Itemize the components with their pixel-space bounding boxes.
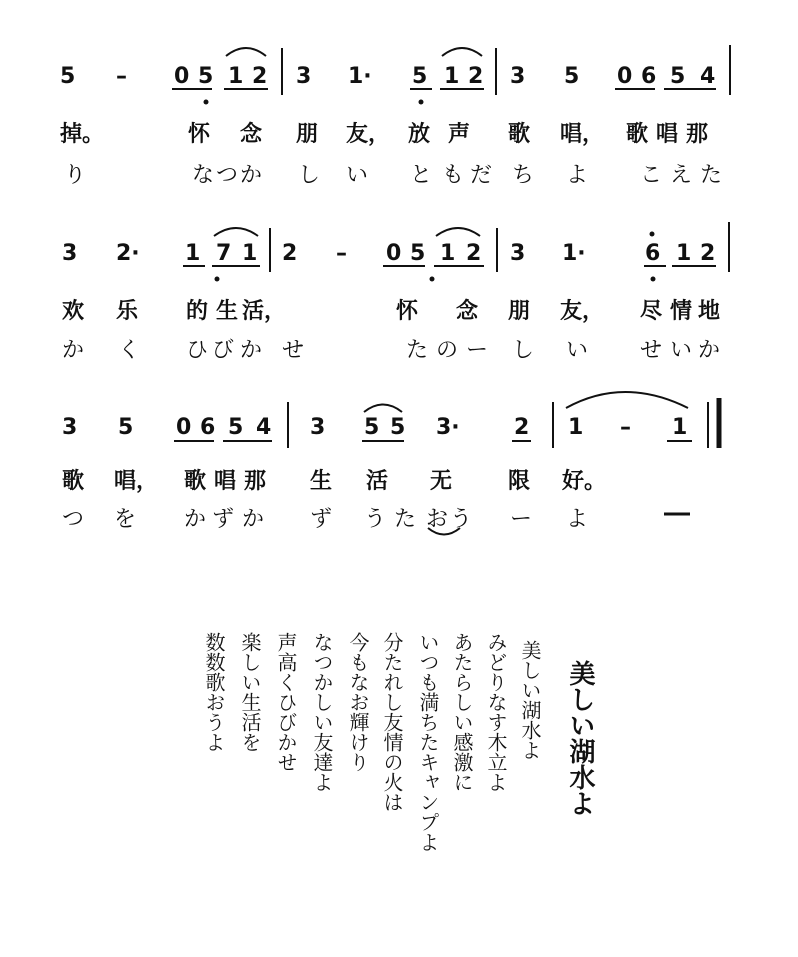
note: 5 <box>60 64 76 89</box>
note: 1· <box>348 64 372 89</box>
note: – <box>336 241 347 266</box>
lyric: 念 <box>240 122 263 147</box>
lyric: い <box>670 338 693 363</box>
note: 0 <box>176 415 192 440</box>
poem-line: なつかしい友達よ <box>310 632 334 792</box>
note: 1 <box>242 241 258 266</box>
poem-line: あたらしい感激に <box>450 632 474 792</box>
lyric: 的 <box>186 299 209 324</box>
lyric: 乐 <box>116 299 139 324</box>
lyric: つ <box>62 507 85 532</box>
poem-line: 分たれし友情の火は <box>380 632 404 812</box>
lyric: な <box>192 163 215 188</box>
lyric: し <box>298 163 321 188</box>
lyric: よ <box>566 163 589 188</box>
lyric: 声 <box>448 122 471 147</box>
lyric: ー <box>510 507 533 532</box>
lyric: せ <box>282 338 305 363</box>
poem-line: 声高くひびかせ <box>274 632 298 772</box>
lyric: り <box>64 163 87 188</box>
note: 1 <box>185 241 201 266</box>
poem-line: 美しい湖水よ <box>518 640 542 760</box>
lyric: ち <box>512 163 535 188</box>
lyric: い <box>346 163 369 188</box>
note: 1 <box>228 64 244 89</box>
lyric: か <box>240 338 263 363</box>
lyric: 放 <box>408 122 431 147</box>
lyric: せ <box>640 338 663 363</box>
note: 5 <box>364 415 380 440</box>
lyric: 活， <box>242 299 287 324</box>
note: 3 <box>296 64 312 89</box>
note: 2 <box>468 64 484 89</box>
note: 2 <box>700 241 716 266</box>
lyric: と <box>410 163 433 188</box>
note: 3· <box>436 415 460 440</box>
lyric: 生 <box>216 299 239 324</box>
lyric: 活 <box>366 469 389 494</box>
lyric: ず <box>310 507 333 532</box>
lyric: い <box>566 338 589 363</box>
note: 3 <box>510 241 526 266</box>
note: 2 <box>466 241 482 266</box>
lyric: た <box>406 338 429 363</box>
note: 4 <box>256 415 272 440</box>
note: – <box>116 64 127 89</box>
lyric: 歌 <box>626 122 649 147</box>
note: 6 <box>641 64 657 89</box>
note: 1· <box>562 241 586 266</box>
note: 5 <box>412 64 428 89</box>
note: 1 <box>440 241 456 266</box>
note: 3 <box>510 64 526 89</box>
lyric: 友， <box>346 122 391 147</box>
lyric: え <box>670 163 693 188</box>
note: 1 <box>444 64 460 89</box>
poem-line: いつも満ちたキャンプよ <box>416 632 440 852</box>
lyric: 怀 <box>188 122 211 147</box>
note: 5 <box>390 415 406 440</box>
lyric: よ <box>566 507 589 532</box>
lyric: こ <box>640 163 663 188</box>
lyric: 那 <box>244 469 267 494</box>
lyric: し <box>512 338 535 363</box>
lyric: 友， <box>560 299 605 324</box>
lyric: ず <box>212 507 235 532</box>
note: 6 <box>645 241 661 266</box>
lyric: 歌 <box>508 122 531 147</box>
lyric: 那 <box>686 122 709 147</box>
note: 1 <box>568 415 584 440</box>
lyric: も <box>442 163 465 188</box>
lyric: 限 <box>508 469 531 494</box>
note: 2· <box>116 241 140 266</box>
lyric: 歌 <box>62 469 85 494</box>
lyric: を <box>114 507 137 532</box>
lyric: ひ <box>186 338 209 363</box>
lyric: か <box>698 338 721 363</box>
note: 7 <box>216 241 232 266</box>
note: 1 <box>676 241 692 266</box>
poem-line: 今もなお輝けり <box>346 632 370 772</box>
note: 3 <box>62 415 78 440</box>
lyric: だ <box>470 163 493 188</box>
lyric: 掉。 <box>60 122 105 147</box>
lyric: か <box>62 338 85 363</box>
lyric: く <box>118 338 141 363</box>
lyric: 念 <box>456 299 479 324</box>
poem-title: 美しい湖水よ <box>565 660 595 816</box>
lyric: 情 <box>670 299 693 324</box>
lyric: か <box>184 507 207 532</box>
lyric: 好。 <box>562 469 607 494</box>
lyric: び <box>212 338 235 363</box>
lyric: お <box>426 507 449 532</box>
lyric: 欢 <box>62 299 85 324</box>
note: – <box>620 415 631 440</box>
note: 2 <box>514 415 530 440</box>
lyric: 生 <box>310 469 333 494</box>
lyric: 唱 <box>656 122 679 147</box>
note: 0 <box>174 64 190 89</box>
note: 2 <box>282 241 298 266</box>
note: 5 <box>564 64 580 89</box>
lyric: 唱 <box>214 469 237 494</box>
lyric: た <box>700 163 723 188</box>
note: 5 <box>410 241 426 266</box>
lyric: か <box>242 507 265 532</box>
note: 6 <box>200 415 216 440</box>
lyric: 怀 <box>396 299 419 324</box>
note: 5 <box>198 64 214 89</box>
lyric: か <box>240 163 263 188</box>
note: 0 <box>386 241 402 266</box>
lyric: 尽 <box>640 299 663 324</box>
note: 5 <box>118 415 134 440</box>
lyric: 地 <box>698 299 721 324</box>
lyric: 朋 <box>508 299 531 324</box>
lyric: う <box>364 507 387 532</box>
poem-line: みどりなす木立よ <box>484 632 508 792</box>
lyric: 歌 <box>184 469 207 494</box>
note: 2 <box>252 64 268 89</box>
note: 4 <box>700 64 716 89</box>
lyric: う <box>450 507 473 532</box>
note: 3 <box>310 415 326 440</box>
lyric: 无 <box>430 469 453 494</box>
lyric: 唱， <box>560 122 605 147</box>
note: 5 <box>228 415 244 440</box>
lyric: 唱， <box>114 469 159 494</box>
note: 5 <box>670 64 686 89</box>
lyric: ー <box>466 338 489 363</box>
lyric: の <box>436 338 459 363</box>
lyric: た <box>394 507 417 532</box>
note: 0 <box>617 64 633 89</box>
note: 1 <box>672 415 688 440</box>
note: 3 <box>62 241 78 266</box>
poem-line: 数数歌おうよ <box>202 632 226 752</box>
lyric: 朋 <box>296 122 319 147</box>
lyric: つ <box>216 163 239 188</box>
poem-line: 楽しい生活を <box>238 632 262 752</box>
